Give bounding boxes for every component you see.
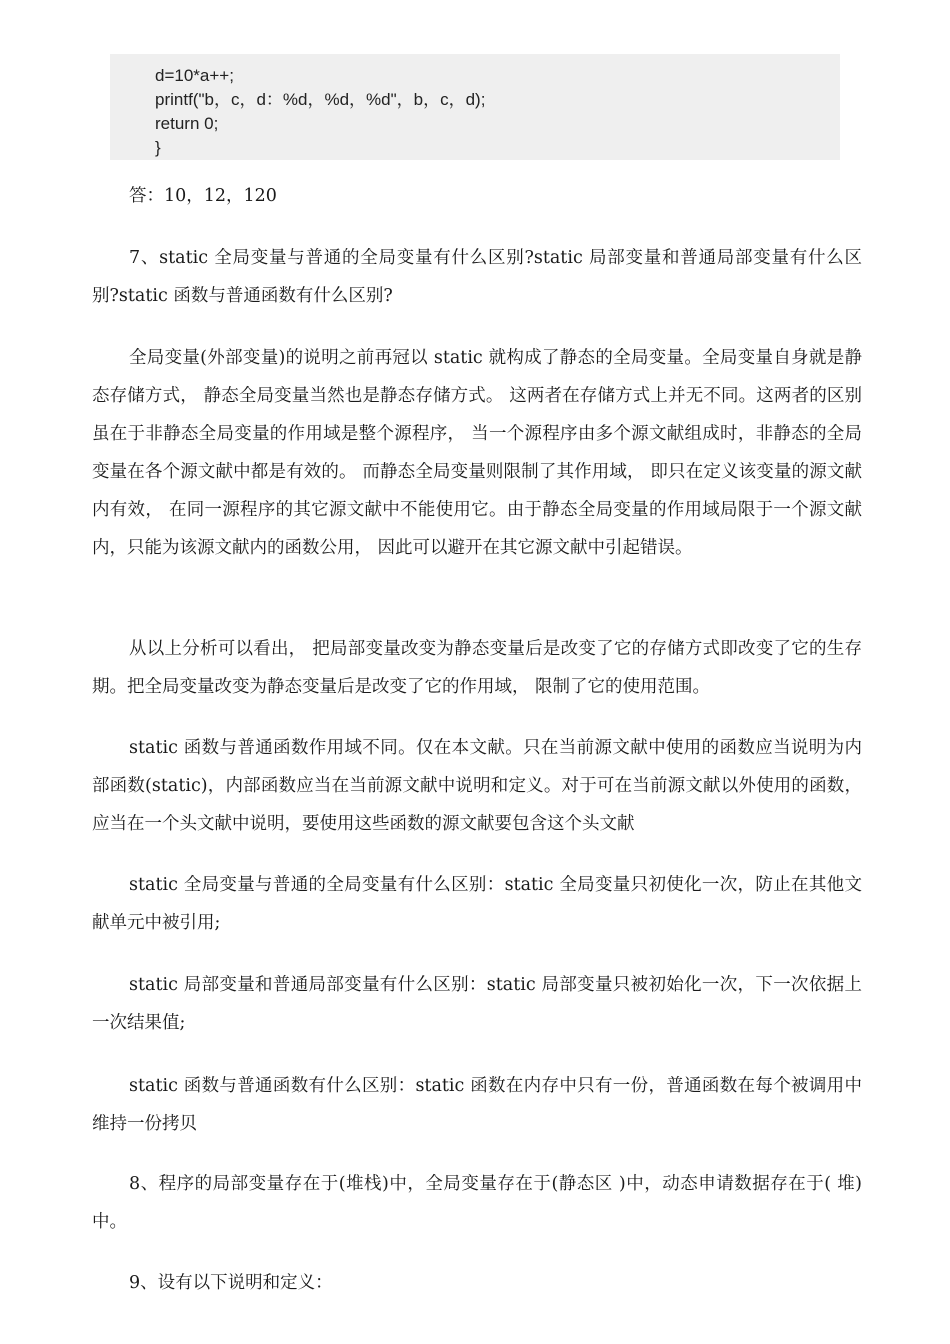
paragraph-summary-function: static 函数与普通函数有什么区别：static 函数在内存中只有一份，普通函数在每个被调用中维持一份拷贝 (92, 1076, 862, 1134)
question-7: 7、static 全局变量与普通的全局变量有什么区别?static 局部变量和普通局部变量有什么区别?static 函数与普通函数有什么区别? (92, 248, 862, 306)
question-8: 8、程序的局部变量存在于(堆栈)中，全局变量存在于(静态区 )中，动态申请数据存在于( 堆)中。 (92, 1174, 862, 1232)
code-block (110, 54, 840, 160)
answer-text: 答：10，12，120 (129, 186, 277, 206)
code-line: } (155, 138, 161, 157)
code-line: return 0; (155, 114, 219, 133)
paragraph-global-static: 全局变量(外部变量)的说明之前再冠以 static 就构成了静态的全局变量。全局变量自身就是静态存储方式， 静态全局变量当然也是静态存储方式。 这两者在存储方式上并无不同。这两者的区别虽在于非静态全局变量的作用域是整个源程序， 当一个源程序由多个源文献组成时，非静态的全局变量在各个源文献中都是有效的。 而静态全局变量则限制了其作用域， 即只在定义该变量的源文献内有效， 在同一源程序的其它源文献中不能使用它。由于静态全局变量的作用域局限于一个源文献内，只能为该源文献内的函数公用， 因此可以避开在其它源文献中引起错误。 (92, 348, 862, 558)
code-line: d=10*a++; (155, 66, 234, 85)
paragraph-static-function: static 函数与普通函数作用域不同。仅在本文献。只在当前源文献中使用的函数应当说明为内部函数(static)，内部函数应当在当前源文献中说明和定义。对于可在当前源文献以外使用的函数，应当在一个头文献中说明，要使用这些函数的源文献要包含这个头文献 (92, 738, 862, 834)
paragraph-summary-global: static 全局变量与普通的全局变量有什么区别：static 全局变量只初使化一次，防止在其他文献单元中被引用; (92, 875, 862, 933)
paragraph-analysis: 从以上分析可以看出， 把局部变量改变为静态变量后是改变了它的存储方式即改变了它的生存期。把全局变量改变为静态变量后是改变了它的作用域， 限制了它的使用范围。 (92, 639, 862, 697)
question-9: 9、设有以下说明和定义： (129, 1273, 333, 1293)
paragraph-summary-local: static 局部变量和普通局部变量有什么区别：static 局部变量只被初始化一次，下一次依据上一次结果值; (92, 975, 862, 1033)
code-line: printf("b，c，d：%d，%d，%d"，b，c，d); (155, 90, 486, 109)
